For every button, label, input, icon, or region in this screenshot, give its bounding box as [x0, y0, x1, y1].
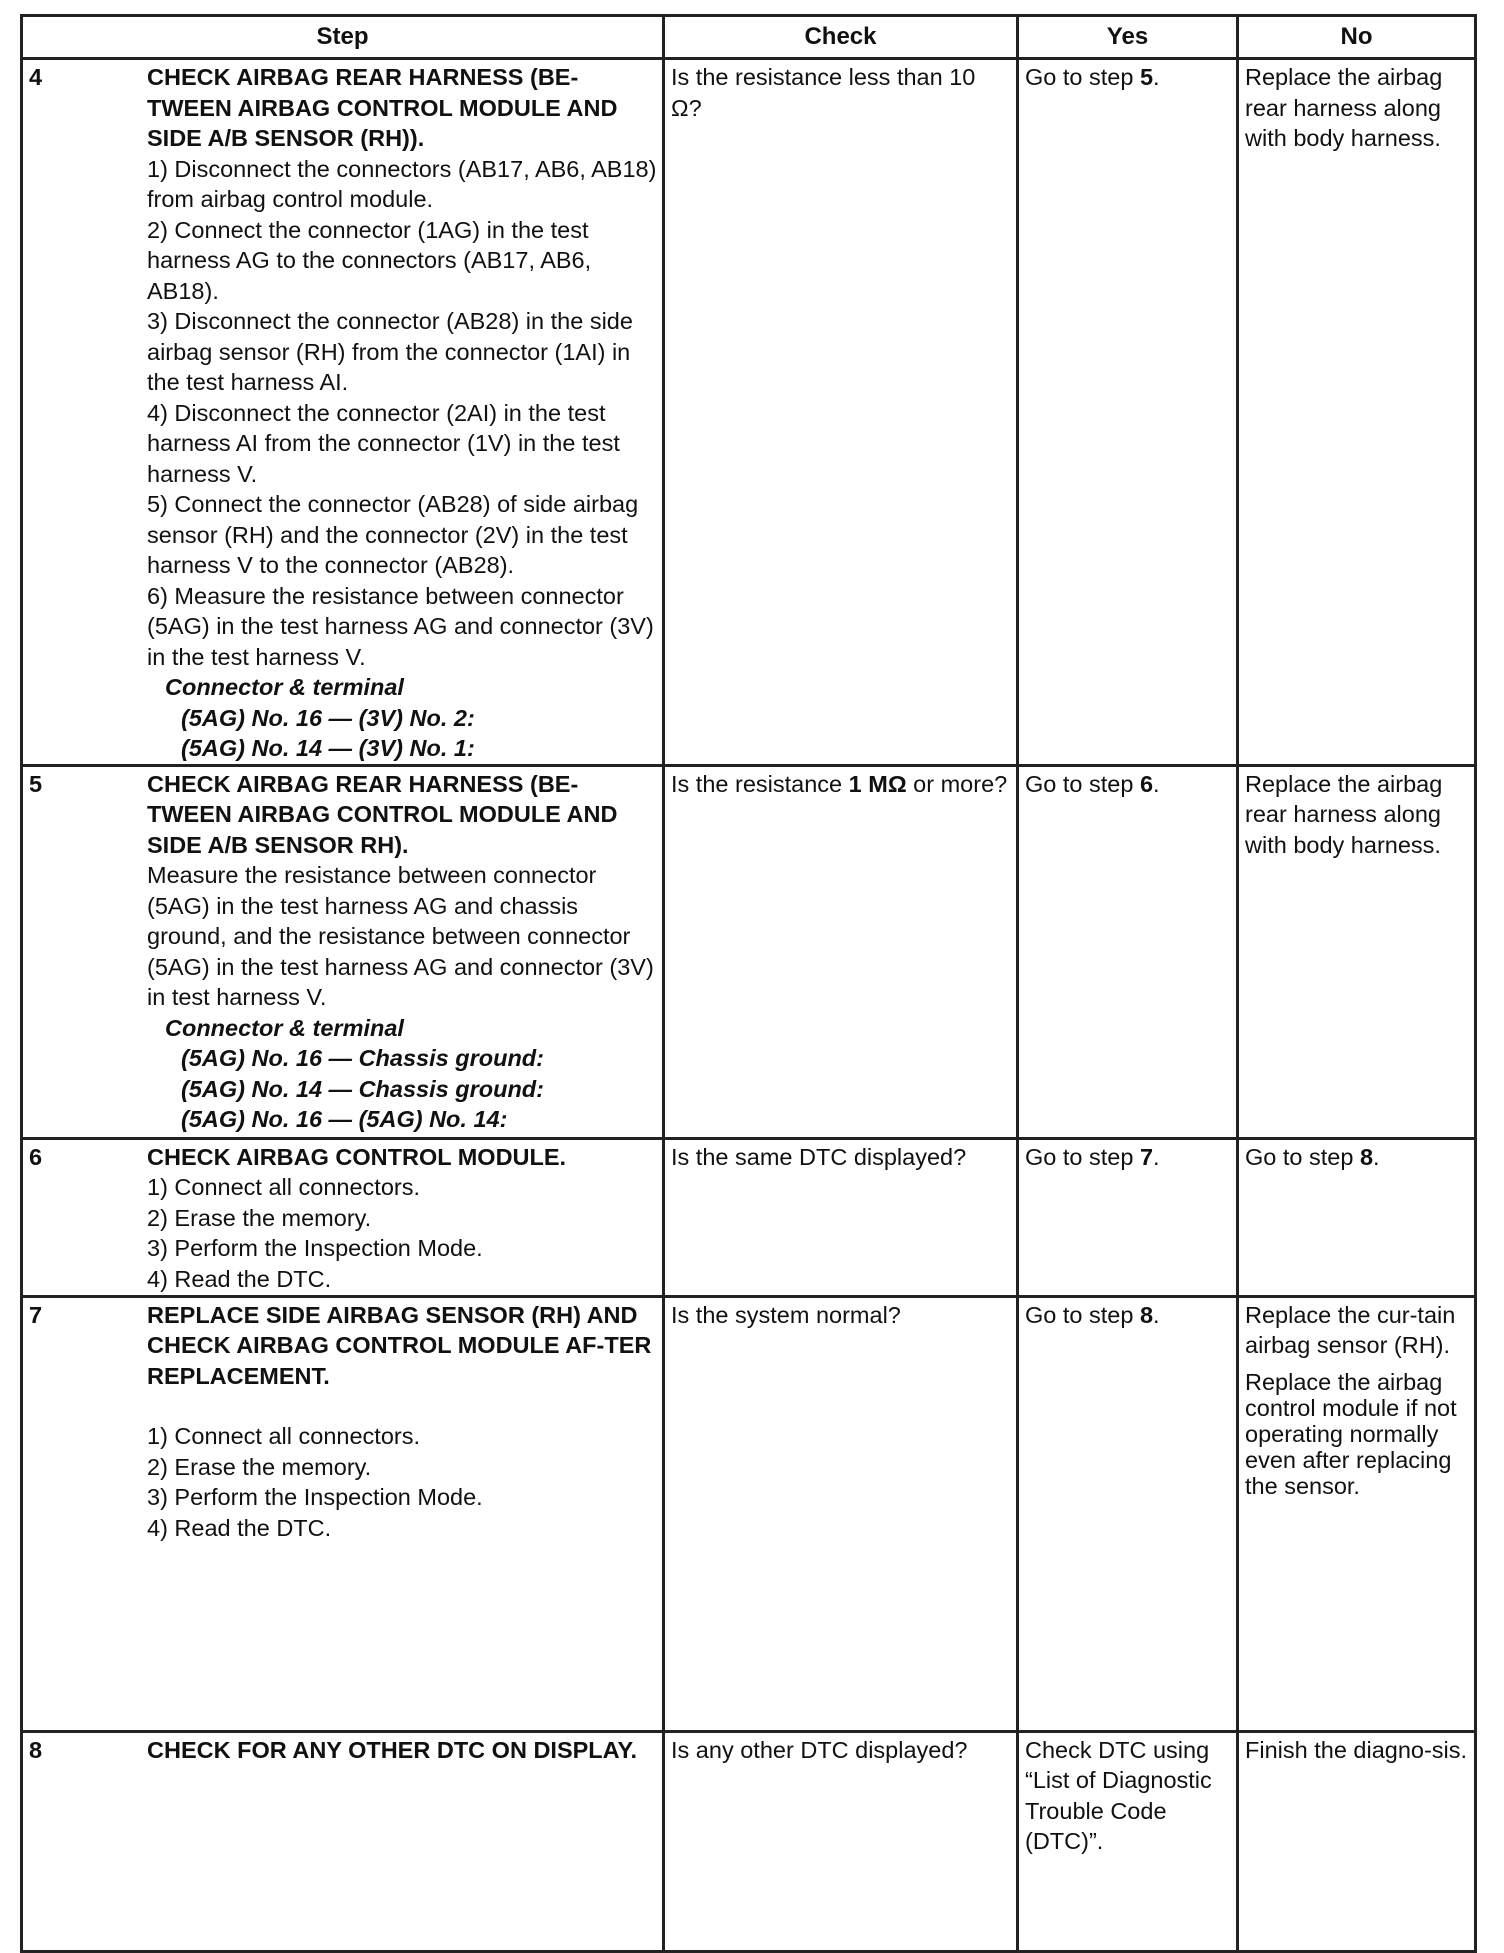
no-cell: Replace the airbag rear harness along with body harness. — [1238, 765, 1476, 1138]
check-cell: Is any other DTC displayed? — [664, 1731, 1018, 1951]
yes-end: . — [1153, 1143, 1160, 1170]
check-text: or more? — [906, 770, 1008, 797]
yes-cell — [1018, 1138, 1238, 1296]
step-row-6 — [22, 1138, 1476, 1296]
no-end: . — [1373, 1143, 1380, 1170]
step-instruction: 3) Perform the Inspection Mode. — [147, 1235, 483, 1261]
step-instruction: 2) Erase the memory. — [147, 1453, 372, 1480]
no-action: Replace the cur-tain airbag sensor (RH). — [1245, 1301, 1456, 1358]
yes-cell — [1018, 765, 1238, 1138]
step-title: CHECK AIRBAG REAR HARNESS (BE-TWEEN AIRBAG CONTROL MODULE AND SIDE A/B SENSOR RH). — [147, 770, 618, 858]
yes-step-ref: 7 — [1139, 1143, 1154, 1170]
yes-cell — [1018, 1296, 1238, 1731]
step-cell — [22, 59, 664, 766]
terminal-caption: Connector & terminal — [165, 674, 404, 700]
yes-text: Go to step — [1025, 1301, 1140, 1328]
step-row-5 — [22, 765, 1476, 1138]
no-cell — [1238, 1296, 1476, 1731]
step-instruction: 1) Connect all connectors. — [147, 1174, 421, 1200]
yes-step-ref: 8 — [1139, 1301, 1154, 1328]
yes-text: Go to step — [1025, 64, 1140, 90]
step-title: CHECK AIRBAG REAR HARNESS (BE-TWEEN AIRBAG CONTROL MODULE AND SIDE A/B SENSOR (RH)). — [147, 64, 618, 151]
step-instruction: 1) Connect all connectors. — [147, 1423, 421, 1449]
yes-end: . — [1153, 1301, 1160, 1328]
step-instruction: 5) Connect the connector (AB28) of side airbag sensor (RH) and the connector (2V) in the test harness V to the connector (AB28). — [147, 491, 639, 578]
step-number: 7 — [29, 1301, 43, 1328]
yes-text: Go to step — [1025, 1143, 1140, 1170]
step-title: CHECK AIRBAG CONTROL MODULE. — [147, 1143, 567, 1170]
yes-cell — [1018, 59, 1238, 766]
check-cell: Is the system normal? — [664, 1296, 1018, 1731]
no-step-ref: 8 — [1359, 1143, 1374, 1170]
yes-end: . — [1153, 64, 1160, 90]
header-check: Check — [664, 16, 1018, 59]
header-no: No — [1238, 16, 1476, 59]
header-yes: Yes — [1018, 16, 1238, 59]
yes-end: . — [1153, 770, 1160, 797]
step-cell — [22, 1296, 664, 1731]
terminal-spec: (5AG) No. 14 — (3V) No. 1: — [181, 735, 475, 761]
terminal-spec: (5AG) No. 16 — (5AG) No. 14: — [181, 1106, 508, 1132]
step-instruction: 1) Disconnect the connectors (AB17, AB6, AB18) from airbag control module. — [147, 155, 657, 212]
step-instruction: 3) Disconnect the connector (AB28) in the side airbag sensor (RH) from the connector (1AI) in the test harness AI. — [147, 308, 633, 395]
yes-text: Go to step — [1025, 770, 1140, 797]
step-number: 8 — [29, 1736, 43, 1763]
no-cell — [1238, 1138, 1476, 1296]
spacer — [147, 1391, 657, 1421]
terminal-spec: (5AG) No. 16 — Chassis ground: — [181, 1045, 544, 1071]
step-instruction: 4) Disconnect the connector (2AI) in the test harness AI from the connector (1V) in the test harness V. — [147, 399, 620, 487]
yes-cell: Check DTC using “List of Diagnostic Trouble Code (DTC)”. — [1018, 1731, 1238, 1951]
check-cell: Is the same DTC displayed? — [664, 1138, 1018, 1296]
check-cell — [664, 765, 1018, 1138]
yes-step-ref: 6 — [1139, 770, 1154, 797]
no-text: Go to step — [1245, 1143, 1360, 1170]
yes-step-ref: 5 — [1139, 64, 1154, 90]
step-cell — [22, 1138, 664, 1296]
step-instruction: 4) Read the DTC. — [147, 1265, 332, 1292]
step-title: REPLACE SIDE AIRBAG SENSOR (RH) AND CHECK AIRBAG CONTROL MODULE AF-TER REPLACEMENT. — [147, 1301, 652, 1389]
header-row — [22, 16, 1476, 59]
step-number: 4 — [29, 64, 43, 90]
step-row-4 — [22, 59, 1476, 766]
step-instruction: 2) Erase the memory. — [147, 1204, 372, 1231]
no-cell: Finish the diagno-sis. — [1238, 1731, 1476, 1951]
diagnostic-table — [20, 14, 1477, 1953]
step-number: 6 — [29, 1143, 43, 1170]
no-cell: Replace the airbag rear harness along with body harness. — [1238, 59, 1476, 766]
step-row-7 — [22, 1296, 1476, 1731]
terminal-caption: Connector & terminal — [165, 1014, 404, 1041]
check-text: Is the resistance — [671, 770, 849, 797]
check-cell: Is the resistance less than 10 Ω? — [664, 59, 1018, 766]
header-step: Step — [22, 16, 664, 59]
check-threshold: 1 MΩ — [848, 770, 907, 797]
step-cell — [22, 765, 664, 1138]
step-title: CHECK FOR ANY OTHER DTC ON DISPLAY. — [147, 1736, 638, 1763]
step-instruction: 6) Measure the resistance between connector (5AG) in the test harness AG and connector (3V) in the test harness V. — [147, 582, 654, 670]
step-row-8 — [22, 1731, 1476, 1951]
terminal-spec: (5AG) No. 14 — Chassis ground: — [181, 1075, 544, 1102]
no-note: Replace the airbag control module if not operating normally even after replacing the sensor. — [1245, 1368, 1457, 1499]
step-number: 5 — [29, 770, 43, 797]
step-cell — [22, 1731, 664, 1951]
step-instruction: 3) Perform the Inspection Mode. — [147, 1484, 483, 1510]
terminal-spec: (5AG) No. 16 — (3V) No. 2: — [181, 704, 475, 731]
step-instruction: Measure the resistance between connector (5AG) in the test harness AG and chassis ground, and the resistance between connector (5AG) in the test harness AG and connector (3V) in test harness V. — [147, 862, 654, 1010]
step-instruction: 2) Connect the connector (1AG) in the test harness AG to the connectors (AB17, AB6, AB18). — [147, 216, 592, 304]
step-instruction: 4) Read the DTC. — [147, 1514, 332, 1541]
